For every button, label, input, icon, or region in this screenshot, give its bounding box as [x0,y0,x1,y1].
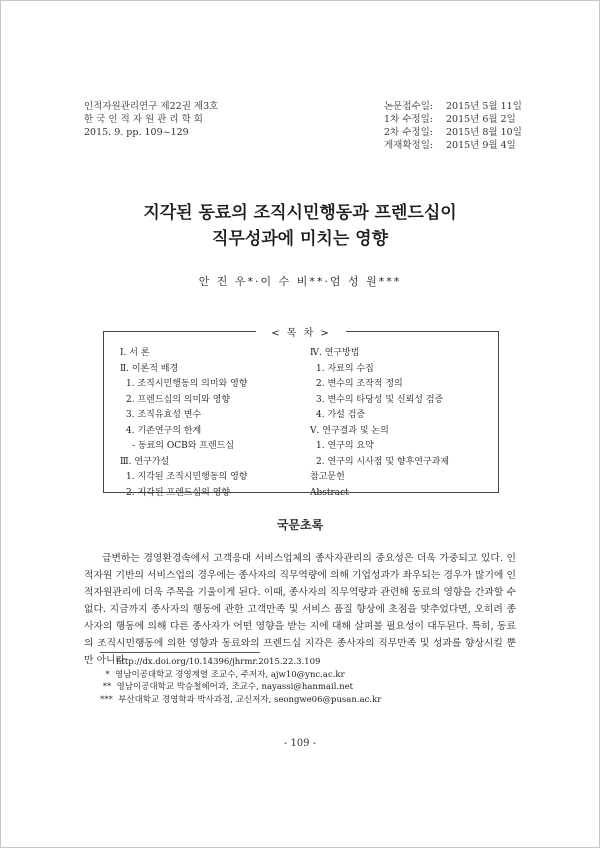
date-label: 게재확정일: [384,140,434,151]
toc-item: 3. 변수의 타당성 및 신뢰성 검증 [316,394,444,405]
title-line-2: 직무성과에 미치는 영향 [211,229,389,249]
date-value: 2015년 5월 11일 [446,101,522,112]
abstract-text: 급변하는 경영환경속에서 고객응대 서비스업체의 종사자관리의 중요성은 더욱 가중되고 있다. 인적자원 기반의 서비스업의 경우에는 종사자의 직무역량에 의해 기업성과가 좌우되는 경우가 많기에 인적자원관리에 더욱 주목을 기울이게 된다. 이때, 종사자의 직무역량과 관련해 동료의 영향을 간과할 수 없다. 지금까지 종사자의 행동에 관한 고객만족 및 서비스 품질 향상에 초점을 맞추었다면, 오히려 종사자의 행동에 의해 다른 종사자가 어떤 영향을 받는 지에 대해 살펴볼 필요성이 대두된다. 특히, 동료의 조직시민행동에 의한 영향과 동료와의 프렌드십 지각은 종사자의 직무만족 및 성과를 향상시킬 뿐만 아니라 [84,553,516,666]
footnote-author-3: *** 부산대학교 경영학과 박사과정, 교신저자, seongwe06@pusan.ac.kr [100,694,382,705]
toc-item: 2. 변수의 조작적 정의 [316,379,403,389]
toc-item: 1. 지각된 조직시민행동의 영향 [126,472,248,482]
date-row [384,139,522,152]
doi-link[interactable]: http://dx.doi.org/10.14396/jhrmr.2015.22.3.109 [116,657,321,667]
toc-item: 참고문헌 [310,472,345,482]
toc-item: 4. 가설 검증 [316,410,366,420]
date-label: 논문접수일: [384,101,434,112]
date-value: 2015년 6월 2일 [446,114,516,125]
toc-item: Ⅳ. 연구방법 [310,348,360,358]
toc-item: Ⅱ. 이론적 배경 [120,363,179,374]
toc-item: 1. 연구의 요약 [316,441,374,451]
toc-item: 1. 자료의 수집 [316,363,374,374]
toc-item: 3. 조직유효성 변수 [126,410,202,420]
footnotes [100,656,381,706]
journal-info [84,100,218,139]
submission-dates [384,100,522,152]
date-value: 2015년 9월 4일 [446,140,516,151]
toc-right-column [310,346,449,501]
date-row [384,113,522,126]
footnote-divider [100,652,260,653]
toc-item: Ⅴ. 연구결과 및 논의 [310,425,389,436]
authors: 안 진 우*·이 수 비**·엄 성 원*** [198,275,402,288]
date-row [384,126,522,139]
toc-item: 2. 연구의 시사점 및 향후연구과제 [316,456,450,467]
toc-item: Ⅲ. 연구가설 [120,456,170,467]
toc-item: Ⅰ. 서 론 [120,348,150,358]
toc-item: - 동료의 OCB와 프렌드십 [132,441,235,451]
date-label: 2차 수정일: [384,127,433,138]
journal-name: 인적자원관리연구 제22권 제3호 [84,101,219,112]
society-name: 한 국 인 적 자 원 관 리 학 회 [84,114,203,125]
title-line-1: 지각된 동료의 조직시민행동과 프렌드십이 [143,203,457,223]
date-label: 1차 수정일: [384,114,433,125]
toc-left-column [120,346,248,501]
date-value: 2015년 8월 10일 [446,127,522,138]
date-row [384,100,522,113]
footnote-author-1: * 영남이공대학교 경영계열 조교수, 주저자, ajw10@ync.ac.kr [100,669,345,680]
page-number: - 109 - [283,738,317,749]
paper-title [0,200,600,252]
toc-item: Abstract [310,487,349,498]
abstract-heading: 국문초록 [276,518,324,532]
footnote-author-2: ** 영남이공대학교 박승철헤어과, 조교수, nayassi@hanmail.net [100,682,354,692]
toc-heading: < 목 차 > [256,324,346,339]
toc-item: 4. 기존연구의 한계 [126,425,202,436]
toc-item: 2. 프렌드십의 의미와 영향 [126,394,231,405]
issue-pages: 2015. 9. pp. 109~129 [84,127,189,138]
toc-item: 1. 조직시민행동의 의미와 영향 [126,379,248,389]
toc-item: 2. 지각된 프렌드십의 영향 [126,487,231,498]
